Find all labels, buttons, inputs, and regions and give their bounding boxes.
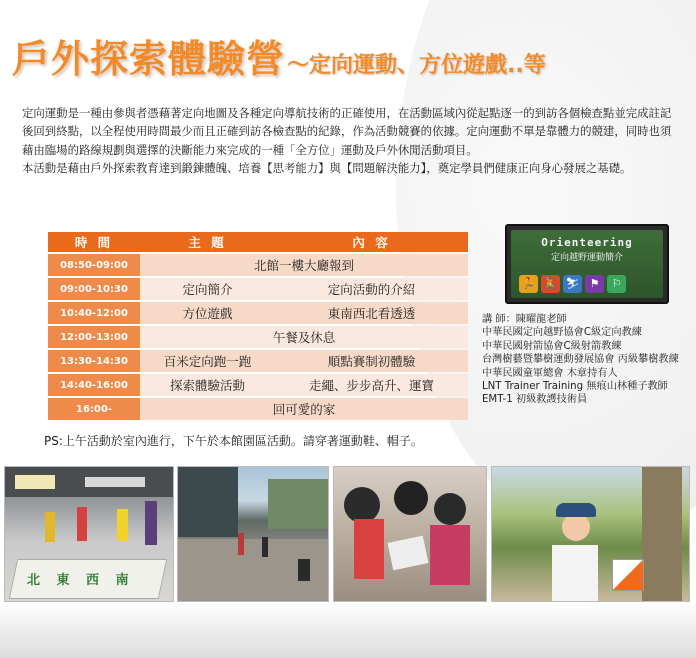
row-time: 14:40-16:00: [48, 374, 140, 396]
logo-fine-print: [511, 265, 663, 271]
instructor-line: EMT-1 初級救護技術員: [482, 394, 588, 406]
cyclist-icon: 🚴: [541, 275, 560, 293]
intro-text: [22, 104, 682, 178]
schedule-header-row: [48, 232, 468, 252]
instructor-line: 中華民國童軍總會 木章持有人: [482, 367, 618, 379]
photo-kids-with-maps: [333, 466, 487, 602]
logo-subtitle: 定向越野運動簡介: [550, 253, 623, 263]
title-main: 戶外探索體驗營: [12, 36, 286, 81]
schedule-table: [48, 230, 468, 422]
control-flag-icon: [612, 559, 644, 591]
instructor-line: 中華民國定向越野協會C級定向教練: [482, 327, 642, 339]
schedule-row: [48, 326, 468, 348]
map-icon: ⚑: [585, 275, 604, 293]
schedule-row: [48, 374, 468, 396]
photo-indoor-activity: [4, 466, 174, 602]
row-merged: 回可愛的家: [140, 398, 468, 420]
instructor-info: [482, 313, 692, 407]
flag-icon: ⚐: [607, 275, 626, 293]
page-title: [12, 28, 546, 83]
background-footer-band: [0, 602, 696, 658]
intro-paragraph: 本活動是藉由戶外探索教育達到鍛鍊體魄、培養【思考能力】與【問題解決能力】，奠定學員們健康正向身心發展之基礎。: [22, 161, 632, 176]
row-time: 10:40-12:00: [48, 302, 140, 324]
row-content: 順點賽制初體驗: [275, 350, 468, 372]
skier-icon: ⛷: [563, 275, 582, 293]
schedule-row: [48, 254, 468, 276]
row-merged: 北館一樓大廳報到: [140, 254, 468, 276]
schedule-row: [48, 398, 468, 420]
orienteering-logo-image: [505, 224, 669, 304]
row-theme: 百米定向跑一跑: [140, 350, 275, 372]
title-subtitle: ～定向運動、方位遊戲..等: [287, 53, 546, 78]
row-time: 09:00-10:30: [48, 278, 140, 300]
floor-mat-text: 北 東 西 南: [27, 573, 135, 588]
row-theme: 定向簡介: [140, 278, 275, 300]
schedule-row: [48, 278, 468, 300]
schedule-note: PS:上午活動於室內進行，下午於本館園區活動。請穿著運動鞋、帽子。: [44, 434, 423, 448]
sport-icons: [519, 275, 626, 293]
row-theme: 探索體驗活動: [140, 374, 275, 396]
instructor-line: LNT Trainer Training 無痕山林種子教師: [482, 381, 668, 393]
intro-paragraph: 定向運動是一種由參與者憑藉著定向地圖及各種定向導航技術的正確使用，在活動區域內從起點逐一的到訪各個檢查點並完成註記後回到終點，以全程使用時間最少而且正確到訪各檢查點的紀錄，作為活動競賽的依據。定向運動不單是靠體力的競建，同時也須藉由臨場的路線規劃與選擇的決斷能力來完成的一種「全方位」運動及戶外休閒活動項目。: [22, 106, 672, 157]
row-content: 走繩、步步高升、運寶: [275, 374, 468, 396]
row-time: 16:00-: [48, 398, 140, 420]
row-time: 08:50-09:00: [48, 254, 140, 276]
photo-orienteering-flag: [491, 466, 690, 602]
row-content: 定向活動的介紹: [275, 278, 468, 300]
header-content: 內 容: [275, 232, 468, 252]
instructor-line: 台灣樹藝暨攀樹運動發展協會 丙級攀樹教練: [482, 354, 679, 366]
schedule-row: [48, 302, 468, 324]
logo-title: Orienteering: [541, 236, 633, 249]
header-time: 時 間: [48, 232, 140, 252]
row-time: 13:30-14:30: [48, 350, 140, 372]
row-merged: 午餐及休息: [140, 326, 468, 348]
header-theme: 主 題: [140, 232, 275, 252]
row-theme: 方位遊戲: [140, 302, 275, 324]
schedule-row: [48, 350, 468, 372]
row-time: 12:00-13:00: [48, 326, 140, 348]
photo-outdoor-plaza: [177, 466, 329, 602]
runner-icon: 🏃: [519, 275, 538, 293]
instructor-line: 講 師：陳曜龍老師: [482, 314, 567, 325]
row-content: 東南西北看透透: [275, 302, 468, 324]
instructor-line: 中華民國射箭協會C級射箭教練: [482, 340, 622, 352]
